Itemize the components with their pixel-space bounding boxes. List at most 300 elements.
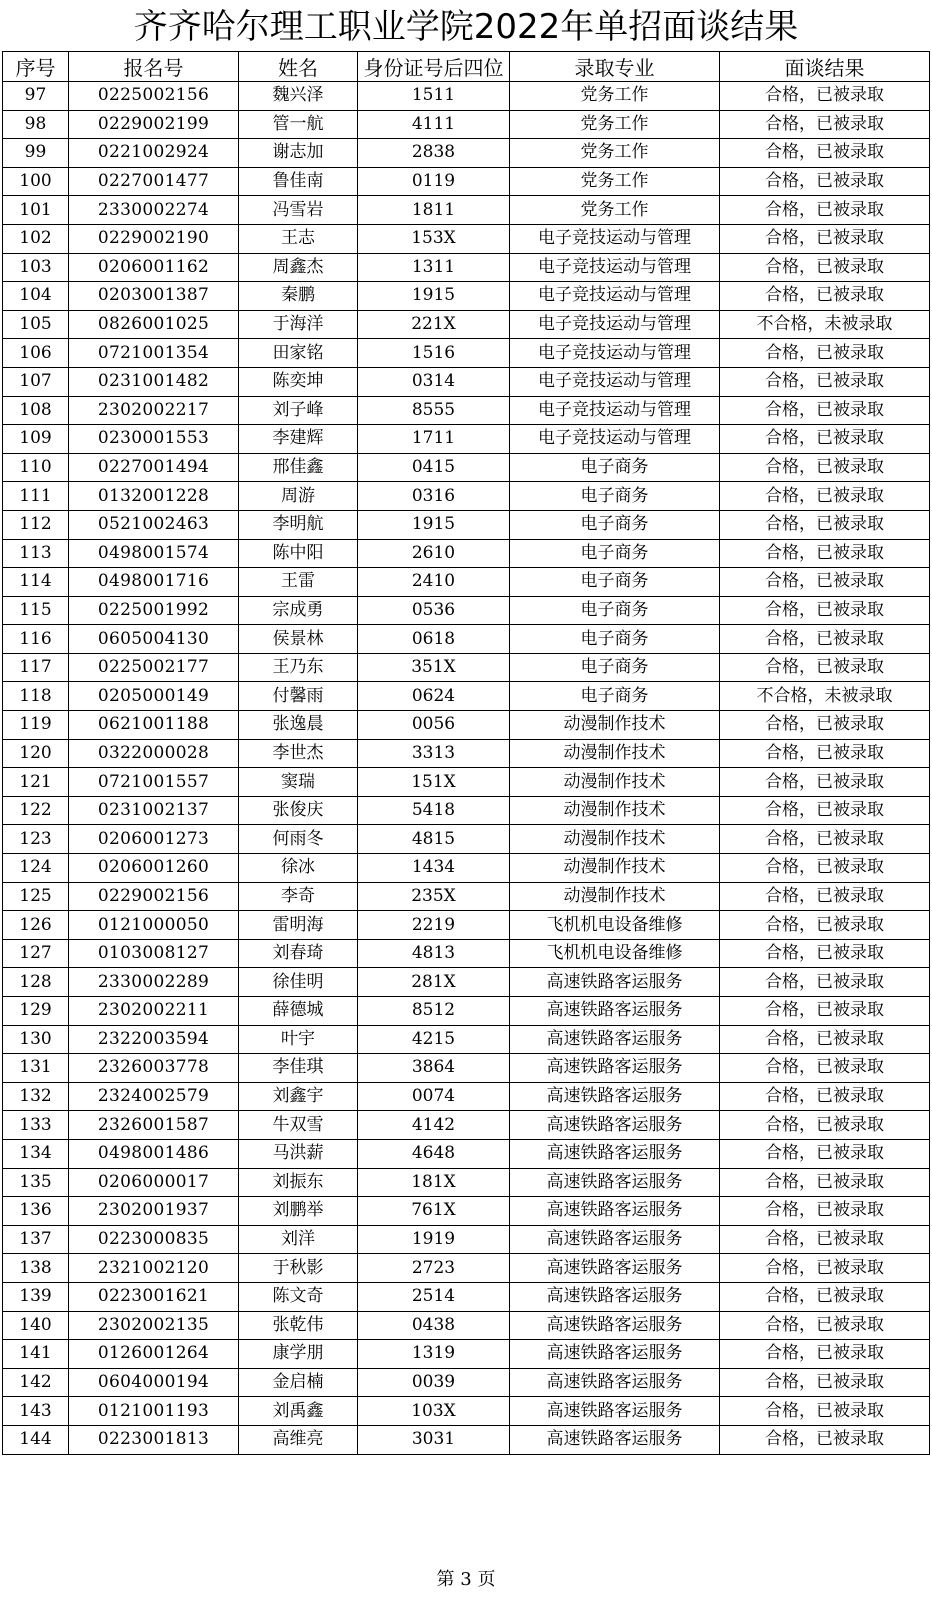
cell-name: 魏兴泽 — [239, 82, 358, 111]
cell-id-last-four: 351X — [358, 653, 510, 682]
cell-id-last-four: 3031 — [358, 1425, 510, 1454]
cell-major: 党务工作 — [510, 110, 720, 139]
cell-id-last-four: 0056 — [358, 711, 510, 740]
cell-result: 合格，已被录取 — [720, 253, 930, 282]
cell-registration-no: 0826001025 — [69, 310, 239, 339]
cell-registration-no: 2302002211 — [69, 997, 239, 1026]
cell-major: 飞机机电设备维修 — [510, 911, 720, 940]
cell-result: 合格，已被录取 — [720, 968, 930, 997]
cell-name: 刘鑫宇 — [239, 1082, 358, 1111]
cell-registration-no: 0225002156 — [69, 82, 239, 111]
cell-name: 田家铭 — [239, 339, 358, 368]
cell-registration-no: 0227001477 — [69, 167, 239, 196]
table-row — [3, 453, 930, 482]
cell-name: 窦瑞 — [239, 768, 358, 797]
cell-result: 合格，已被录取 — [720, 625, 930, 654]
cell-id-last-four: 0039 — [358, 1368, 510, 1397]
cell-registration-no: 0229002190 — [69, 224, 239, 253]
cell-result: 合格，已被录取 — [720, 796, 930, 825]
cell-result: 合格，已被录取 — [720, 1282, 930, 1311]
cell-name: 陈中阳 — [239, 539, 358, 568]
cell-result: 合格，已被录取 — [720, 768, 930, 797]
cell-seq: 99 — [3, 139, 69, 168]
cell-id-last-four: 2410 — [358, 568, 510, 597]
cell-result: 合格，已被录取 — [720, 482, 930, 511]
cell-registration-no: 0205000149 — [69, 682, 239, 711]
cell-id-last-four: 0618 — [358, 625, 510, 654]
results-table — [2, 51, 930, 1455]
cell-result: 合格，已被录取 — [720, 282, 930, 311]
cell-name: 邢佳鑫 — [239, 453, 358, 482]
cell-seq: 126 — [3, 911, 69, 940]
cell-id-last-four: 4142 — [358, 1111, 510, 1140]
cell-registration-no: 0231001482 — [69, 367, 239, 396]
cell-name: 李佳琪 — [239, 1054, 358, 1083]
table-row — [3, 139, 930, 168]
cell-registration-no: 2302002135 — [69, 1311, 239, 1340]
header-registration-no: 报名号 — [69, 52, 239, 82]
cell-seq: 135 — [3, 1168, 69, 1197]
cell-name: 谢志加 — [239, 139, 358, 168]
cell-major: 高速铁路客运服务 — [510, 1225, 720, 1254]
cell-result: 合格，已被录取 — [720, 1225, 930, 1254]
cell-id-last-four: 4111 — [358, 110, 510, 139]
table-row — [3, 510, 930, 539]
table-row — [3, 1340, 930, 1369]
table-row — [3, 539, 930, 568]
cell-seq: 119 — [3, 711, 69, 740]
cell-major: 高速铁路客运服务 — [510, 997, 720, 1026]
cell-major: 电子商务 — [510, 482, 720, 511]
table-row — [3, 1025, 930, 1054]
cell-registration-no: 0227001494 — [69, 453, 239, 482]
cell-id-last-four: 1711 — [358, 425, 510, 454]
cell-result: 合格，已被录取 — [720, 939, 930, 968]
cell-name: 薛德城 — [239, 997, 358, 1026]
table-row — [3, 653, 930, 682]
cell-registration-no: 0221002924 — [69, 139, 239, 168]
cell-registration-no: 0231002137 — [69, 796, 239, 825]
table-row — [3, 110, 930, 139]
header-seq: 序号 — [3, 52, 69, 82]
cell-major: 电子竞技运动与管理 — [510, 310, 720, 339]
cell-registration-no: 0498001716 — [69, 568, 239, 597]
cell-result: 合格，已被录取 — [720, 82, 930, 111]
cell-registration-no: 2322003594 — [69, 1025, 239, 1054]
cell-name: 陈奕坤 — [239, 367, 358, 396]
cell-seq: 124 — [3, 854, 69, 883]
cell-id-last-four: 2610 — [358, 539, 510, 568]
table-row — [3, 825, 930, 854]
cell-name: 于秋影 — [239, 1254, 358, 1283]
cell-major: 动漫制作技术 — [510, 825, 720, 854]
cell-id-last-four: 181X — [358, 1168, 510, 1197]
table-row — [3, 768, 930, 797]
cell-registration-no: 0206001260 — [69, 854, 239, 883]
table-row — [3, 253, 930, 282]
cell-id-last-four: 1811 — [358, 196, 510, 225]
cell-major: 高速铁路客运服务 — [510, 1168, 720, 1197]
cell-name: 陈文奇 — [239, 1282, 358, 1311]
table-row — [3, 1254, 930, 1283]
cell-id-last-four: 1511 — [358, 82, 510, 111]
cell-result: 合格，已被录取 — [720, 1168, 930, 1197]
table-row — [3, 1139, 930, 1168]
cell-name: 刘鹏举 — [239, 1197, 358, 1226]
table-row — [3, 310, 930, 339]
cell-result: 合格，已被录取 — [720, 568, 930, 597]
cell-id-last-four: 1319 — [358, 1340, 510, 1369]
cell-id-last-four: 4648 — [358, 1139, 510, 1168]
cell-major: 电子竞技运动与管理 — [510, 339, 720, 368]
cell-name: 冯雪岩 — [239, 196, 358, 225]
cell-seq: 130 — [3, 1025, 69, 1054]
cell-id-last-four: 0624 — [358, 682, 510, 711]
cell-id-last-four: 0438 — [358, 1311, 510, 1340]
page-title: 齐齐哈尔理工职业学院2022年单招面谈结果 — [133, 7, 799, 47]
cell-result: 合格，已被录取 — [720, 339, 930, 368]
cell-seq: 136 — [3, 1197, 69, 1226]
cell-registration-no: 0206001162 — [69, 253, 239, 282]
cell-registration-no: 0721001354 — [69, 339, 239, 368]
table-row — [3, 339, 930, 368]
cell-major: 动漫制作技术 — [510, 882, 720, 911]
table-row — [3, 968, 930, 997]
cell-name: 鲁佳南 — [239, 167, 358, 196]
cell-seq: 103 — [3, 253, 69, 282]
cell-id-last-four: 761X — [358, 1197, 510, 1226]
cell-seq: 107 — [3, 367, 69, 396]
cell-seq: 98 — [3, 110, 69, 139]
table-row — [3, 196, 930, 225]
cell-major: 电子商务 — [510, 568, 720, 597]
cell-registration-no: 2321002120 — [69, 1254, 239, 1283]
cell-major: 高速铁路客运服务 — [510, 1139, 720, 1168]
header-result: 面谈结果 — [720, 52, 930, 82]
cell-registration-no: 0521002463 — [69, 510, 239, 539]
cell-name: 管一航 — [239, 110, 358, 139]
table-row — [3, 625, 930, 654]
cell-result: 合格，已被录取 — [720, 224, 930, 253]
cell-major: 党务工作 — [510, 196, 720, 225]
cell-result: 合格，已被录取 — [720, 1197, 930, 1226]
cell-registration-no: 0229002156 — [69, 882, 239, 911]
cell-seq: 123 — [3, 825, 69, 854]
cell-seq: 101 — [3, 196, 69, 225]
cell-seq: 125 — [3, 882, 69, 911]
cell-result: 合格，已被录取 — [720, 453, 930, 482]
cell-registration-no: 0621001188 — [69, 711, 239, 740]
cell-registration-no: 2302001937 — [69, 1197, 239, 1226]
cell-result: 合格，已被录取 — [720, 711, 930, 740]
cell-major: 高速铁路客运服务 — [510, 1054, 720, 1083]
cell-id-last-four: 2219 — [358, 911, 510, 940]
cell-major: 电子商务 — [510, 510, 720, 539]
cell-name: 马洪薪 — [239, 1139, 358, 1168]
cell-id-last-four: 1915 — [358, 282, 510, 311]
table-row — [3, 997, 930, 1026]
cell-name: 何雨冬 — [239, 825, 358, 854]
cell-major: 电子竞技运动与管理 — [510, 396, 720, 425]
table-row — [3, 1368, 930, 1397]
cell-name: 徐佳明 — [239, 968, 358, 997]
cell-name: 秦鹏 — [239, 282, 358, 311]
table-row — [3, 367, 930, 396]
cell-major: 高速铁路客运服务 — [510, 1082, 720, 1111]
cell-major: 电子商务 — [510, 682, 720, 711]
cell-id-last-four: 153X — [358, 224, 510, 253]
cell-major: 电子竞技运动与管理 — [510, 425, 720, 454]
cell-major: 电子商务 — [510, 625, 720, 654]
cell-registration-no: 2330002274 — [69, 196, 239, 225]
cell-seq: 100 — [3, 167, 69, 196]
cell-result: 合格，已被录取 — [720, 739, 930, 768]
cell-registration-no: 0498001486 — [69, 1139, 239, 1168]
cell-result: 合格，已被录取 — [720, 1111, 930, 1140]
cell-major: 高速铁路客运服务 — [510, 1197, 720, 1226]
cell-id-last-four: 281X — [358, 968, 510, 997]
cell-major: 电子商务 — [510, 539, 720, 568]
cell-major: 高速铁路客运服务 — [510, 968, 720, 997]
cell-id-last-four: 0314 — [358, 367, 510, 396]
cell-seq: 108 — [3, 396, 69, 425]
cell-major: 电子商务 — [510, 596, 720, 625]
table-body — [3, 82, 930, 1455]
cell-result: 合格，已被录取 — [720, 1397, 930, 1426]
cell-result: 合格，已被录取 — [720, 510, 930, 539]
cell-major: 高速铁路客运服务 — [510, 1340, 720, 1369]
cell-seq: 143 — [3, 1397, 69, 1426]
cell-result: 合格，已被录取 — [720, 911, 930, 940]
cell-major: 电子竞技运动与管理 — [510, 253, 720, 282]
cell-name: 付馨雨 — [239, 682, 358, 711]
cell-name: 李世杰 — [239, 739, 358, 768]
cell-seq: 142 — [3, 1368, 69, 1397]
cell-registration-no: 0121001193 — [69, 1397, 239, 1426]
cell-registration-no: 0121000050 — [69, 911, 239, 940]
cell-id-last-four: 4813 — [358, 939, 510, 968]
cell-id-last-four: 0074 — [358, 1082, 510, 1111]
cell-seq: 106 — [3, 339, 69, 368]
cell-id-last-four: 1311 — [358, 253, 510, 282]
cell-seq: 138 — [3, 1254, 69, 1283]
cell-result: 合格，已被录取 — [720, 1368, 930, 1397]
cell-seq: 110 — [3, 453, 69, 482]
cell-major: 党务工作 — [510, 167, 720, 196]
cell-seq: 105 — [3, 310, 69, 339]
cell-id-last-four: 1516 — [358, 339, 510, 368]
cell-seq: 97 — [3, 82, 69, 111]
cell-id-last-four: 0119 — [358, 167, 510, 196]
cell-registration-no: 2330002289 — [69, 968, 239, 997]
cell-registration-no: 2326001587 — [69, 1111, 239, 1140]
cell-seq: 141 — [3, 1340, 69, 1369]
table-row — [3, 1397, 930, 1426]
cell-id-last-four: 235X — [358, 882, 510, 911]
cell-seq: 129 — [3, 997, 69, 1026]
cell-id-last-four: 8512 — [358, 997, 510, 1026]
cell-seq: 132 — [3, 1082, 69, 1111]
table-row — [3, 425, 930, 454]
cell-name: 刘禹鑫 — [239, 1397, 358, 1426]
cell-major: 高速铁路客运服务 — [510, 1425, 720, 1454]
table-row — [3, 568, 930, 597]
cell-result: 合格，已被录取 — [720, 367, 930, 396]
table-row — [3, 1225, 930, 1254]
cell-result: 合格，已被录取 — [720, 653, 930, 682]
cell-major: 电子商务 — [510, 653, 720, 682]
table-row — [3, 482, 930, 511]
cell-id-last-four: 0536 — [358, 596, 510, 625]
table-row — [3, 1311, 930, 1340]
cell-result: 合格，已被录取 — [720, 196, 930, 225]
cell-major: 动漫制作技术 — [510, 711, 720, 740]
table-row — [3, 82, 930, 111]
cell-result: 合格，已被录取 — [720, 825, 930, 854]
cell-major: 高速铁路客运服务 — [510, 1397, 720, 1426]
cell-major: 动漫制作技术 — [510, 854, 720, 883]
cell-result: 合格，已被录取 — [720, 539, 930, 568]
cell-registration-no: 2324002579 — [69, 1082, 239, 1111]
cell-seq: 134 — [3, 1139, 69, 1168]
table-row — [3, 596, 930, 625]
table-row — [3, 682, 930, 711]
cell-registration-no: 0103008127 — [69, 939, 239, 968]
cell-result: 合格，已被录取 — [720, 997, 930, 1026]
cell-seq: 115 — [3, 596, 69, 625]
cell-registration-no: 0605004130 — [69, 625, 239, 654]
table-header-row — [3, 52, 930, 82]
table-row — [3, 911, 930, 940]
cell-name: 康学朋 — [239, 1340, 358, 1369]
cell-registration-no: 0721001557 — [69, 768, 239, 797]
cell-name: 牛双雪 — [239, 1111, 358, 1140]
table-row — [3, 739, 930, 768]
cell-major: 高速铁路客运服务 — [510, 1311, 720, 1340]
cell-name: 于海洋 — [239, 310, 358, 339]
cell-result: 合格，已被录取 — [720, 596, 930, 625]
cell-registration-no: 2302002217 — [69, 396, 239, 425]
cell-id-last-four: 103X — [358, 1397, 510, 1426]
cell-major: 动漫制作技术 — [510, 768, 720, 797]
table-row — [3, 224, 930, 253]
cell-result: 合格，已被录取 — [720, 1054, 930, 1083]
cell-id-last-four: 4815 — [358, 825, 510, 854]
cell-registration-no: 0229002199 — [69, 110, 239, 139]
cell-major: 高速铁路客运服务 — [510, 1111, 720, 1140]
cell-result: 合格，已被录取 — [720, 882, 930, 911]
cell-name: 李建辉 — [239, 425, 358, 454]
cell-name: 王志 — [239, 224, 358, 253]
cell-name: 李奇 — [239, 882, 358, 911]
cell-name: 雷明海 — [239, 911, 358, 940]
cell-name: 周鑫杰 — [239, 253, 358, 282]
cell-major: 党务工作 — [510, 139, 720, 168]
cell-seq: 122 — [3, 796, 69, 825]
cell-result: 合格，已被录取 — [720, 1254, 930, 1283]
cell-registration-no: 0126001264 — [69, 1340, 239, 1369]
cell-seq: 137 — [3, 1225, 69, 1254]
cell-major: 动漫制作技术 — [510, 739, 720, 768]
cell-major: 党务工作 — [510, 82, 720, 111]
cell-id-last-four: 0316 — [358, 482, 510, 511]
cell-registration-no: 0230001553 — [69, 425, 239, 454]
cell-name: 刘洋 — [239, 1225, 358, 1254]
cell-seq: 116 — [3, 625, 69, 654]
cell-major: 电子竞技运动与管理 — [510, 282, 720, 311]
cell-major: 高速铁路客运服务 — [510, 1025, 720, 1054]
cell-seq: 140 — [3, 1311, 69, 1340]
cell-result: 不合格，未被录取 — [720, 682, 930, 711]
header-major: 录取专业 — [510, 52, 720, 82]
cell-registration-no: 0322000028 — [69, 739, 239, 768]
header-name: 姓名 — [239, 52, 358, 82]
cell-name: 张逸晨 — [239, 711, 358, 740]
cell-registration-no: 0223001813 — [69, 1425, 239, 1454]
cell-result: 合格，已被录取 — [720, 396, 930, 425]
cell-id-last-four: 151X — [358, 768, 510, 797]
table-row — [3, 167, 930, 196]
cell-major: 飞机机电设备维修 — [510, 939, 720, 968]
cell-seq: 139 — [3, 1282, 69, 1311]
cell-result: 合格，已被录取 — [720, 1425, 930, 1454]
cell-name: 刘子峰 — [239, 396, 358, 425]
table-row — [3, 1197, 930, 1226]
cell-id-last-four: 0415 — [358, 453, 510, 482]
cell-registration-no: 0225002177 — [69, 653, 239, 682]
cell-seq: 127 — [3, 939, 69, 968]
table-row — [3, 854, 930, 883]
page-number: 第 3 页 — [436, 1569, 496, 1590]
cell-id-last-four: 2514 — [358, 1282, 510, 1311]
cell-name: 张乾伟 — [239, 1311, 358, 1340]
cell-seq: 112 — [3, 510, 69, 539]
cell-id-last-four: 1434 — [358, 854, 510, 883]
cell-major: 高速铁路客运服务 — [510, 1254, 720, 1283]
cell-result: 合格，已被录取 — [720, 1340, 930, 1369]
table-row — [3, 1082, 930, 1111]
cell-name: 周游 — [239, 482, 358, 511]
cell-registration-no: 0132001228 — [69, 482, 239, 511]
table-row — [3, 1425, 930, 1454]
cell-id-last-four: 8555 — [358, 396, 510, 425]
cell-seq: 114 — [3, 568, 69, 597]
cell-name: 刘振东 — [239, 1168, 358, 1197]
table-row — [3, 1282, 930, 1311]
cell-seq: 131 — [3, 1054, 69, 1083]
cell-registration-no: 0604000194 — [69, 1368, 239, 1397]
cell-result: 合格，已被录取 — [720, 1311, 930, 1340]
cell-major: 高速铁路客运服务 — [510, 1368, 720, 1397]
cell-result: 合格，已被录取 — [720, 167, 930, 196]
cell-seq: 104 — [3, 282, 69, 311]
cell-major: 电子竞技运动与管理 — [510, 224, 720, 253]
cell-name: 叶宇 — [239, 1025, 358, 1054]
cell-result: 合格，已被录取 — [720, 110, 930, 139]
cell-result: 不合格，未被录取 — [720, 310, 930, 339]
table-row — [3, 282, 930, 311]
table-row — [3, 882, 930, 911]
cell-result: 合格，已被录取 — [720, 139, 930, 168]
table-row — [3, 939, 930, 968]
cell-result: 合格，已被录取 — [720, 1025, 930, 1054]
cell-id-last-four: 4215 — [358, 1025, 510, 1054]
cell-result: 合格，已被录取 — [720, 854, 930, 883]
table-row — [3, 711, 930, 740]
cell-registration-no: 0225001992 — [69, 596, 239, 625]
cell-seq: 113 — [3, 539, 69, 568]
cell-major: 电子竞技运动与管理 — [510, 367, 720, 396]
